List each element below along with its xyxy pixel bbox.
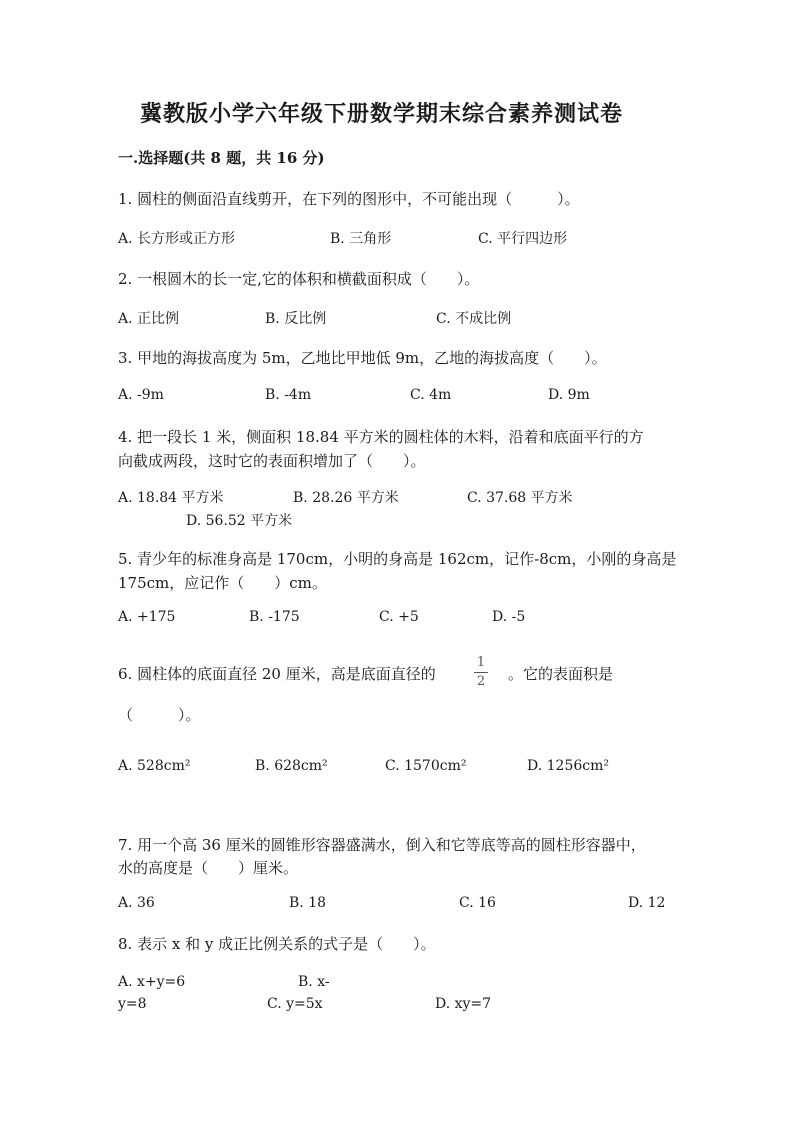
question-5-option-b: B. -175 bbox=[249, 609, 300, 625]
section-heading: 一.选择题(共 8 题，共 16 分) bbox=[118, 149, 325, 167]
question-3-option-b: B. -4m bbox=[265, 387, 312, 403]
question-8-option-b: B. x- bbox=[298, 974, 330, 990]
question-1-text: 1. 圆柱的侧面沿直线剪开，在下列的图形中，不可能出现（ ）。 bbox=[118, 190, 580, 208]
question-7-option-a: A. 36 bbox=[118, 895, 155, 911]
question-4-option-b: B. 28.26 平方米 bbox=[293, 490, 399, 506]
question-6-fraction bbox=[474, 656, 488, 689]
page-title: 冀教版小学六年级下册数学期末综合素养测试卷 bbox=[140, 101, 624, 127]
question-6-text-line-1b: 。它的表面积是 bbox=[508, 665, 614, 683]
question-6-text-line-2: （ ）。 bbox=[118, 706, 201, 724]
question-6-option-b: B. 628cm² bbox=[255, 758, 328, 774]
question-3-option-c: C. 4m bbox=[410, 387, 452, 403]
question-6-option-a: A. 528cm² bbox=[118, 758, 191, 774]
question-8-option-c: C. y=5x bbox=[267, 996, 323, 1012]
question-2-text: 2. 一根圆木的长一定,它的体积和横截面积成（ ）。 bbox=[118, 270, 480, 288]
question-7-option-b: B. 18 bbox=[289, 895, 327, 911]
question-5-option-a: A. +175 bbox=[118, 609, 176, 625]
question-1-option-c: C. 平行四边形 bbox=[478, 231, 568, 247]
question-8-option-d: D. xy=7 bbox=[435, 996, 492, 1012]
question-6-text-line-1a: 6. 圆柱体的底面直径 20 厘米，高是底面直径的 bbox=[118, 665, 436, 683]
question-4-option-d: D. 56.52 平方米 bbox=[186, 513, 293, 529]
question-5-option-c: C. +5 bbox=[379, 609, 419, 625]
question-4-option-a: A. 18.84 平方米 bbox=[118, 490, 224, 506]
question-5-text-line-1: 5. 青少年的标准身高是 170cm，小明的身高是 162cm，记作-8cm，小刚的身高是 bbox=[118, 550, 677, 568]
question-8-text: 8. 表示 x 和 y 成正比例关系的式子是（ ）。 bbox=[118, 935, 436, 953]
question-7-text-line-1: 7. 用一个高 36 厘米的圆锥形容器盛满水，倒入和它等底等高的圆柱形容器中， bbox=[118, 836, 646, 854]
question-4-text-line-2: 向截成两段，这时它的表面积增加了（ ）。 bbox=[118, 452, 426, 470]
fraction-numerator: 1 bbox=[476, 655, 486, 670]
question-5-text-line-2: 175cm，应记作（ ）cm。 bbox=[118, 574, 327, 592]
question-1-option-b: B. 三角形 bbox=[330, 231, 392, 247]
question-4-text-line-1: 4. 把一段长 1 米，侧面积 18.84 平方米的圆柱体的木料，沿着和底面平行的方 bbox=[118, 428, 644, 446]
question-3-option-d: D. 9m bbox=[548, 387, 590, 403]
question-8-option-b-cont: y=8 bbox=[118, 996, 147, 1012]
question-5-option-d: D. -5 bbox=[492, 609, 526, 625]
question-1-option-a: A. 长方形或正方形 bbox=[118, 231, 236, 247]
question-3-text: 3. 甲地的海拔高度为 5m，乙地比甲地低 9m，乙地的海拔高度（ ）。 bbox=[118, 349, 607, 367]
question-7-option-c: C. 16 bbox=[459, 895, 496, 911]
question-7-text-line-2: 水的高度是（ ）厘米。 bbox=[118, 859, 299, 877]
question-2-option-a: A. 正比例 bbox=[118, 311, 180, 327]
question-8-option-a: A. x+y=6 bbox=[118, 974, 186, 990]
fraction-denominator: 2 bbox=[476, 674, 486, 689]
question-3-option-a: A. -9m bbox=[118, 387, 164, 403]
question-2-option-c: C. 不成比例 bbox=[436, 311, 512, 327]
question-6-option-d: D. 1256cm² bbox=[527, 758, 609, 774]
question-6-option-c: C. 1570cm² bbox=[385, 758, 467, 774]
question-7-option-d: D. 12 bbox=[628, 895, 666, 911]
question-4-option-c: C. 37.68 平方米 bbox=[467, 490, 573, 506]
question-2-option-b: B. 反比例 bbox=[265, 311, 327, 327]
